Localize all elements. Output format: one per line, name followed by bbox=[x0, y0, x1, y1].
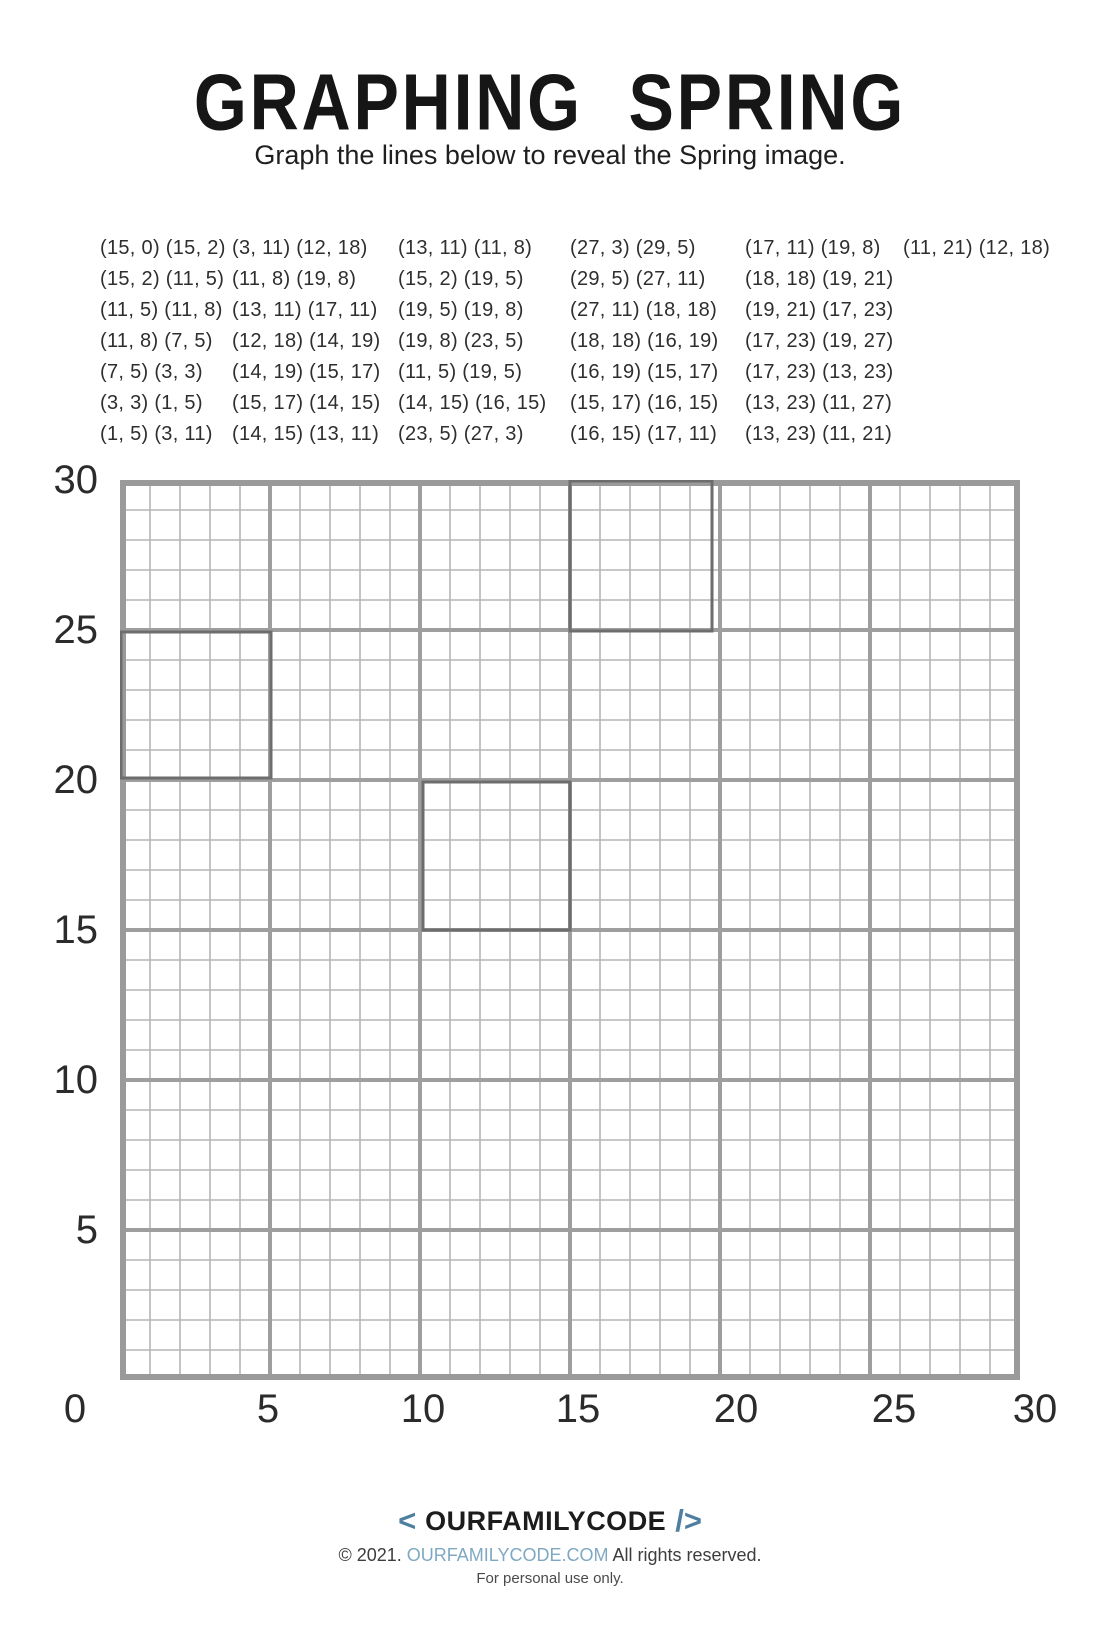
ourfamilycode-link[interactable]: OURFAMILYCODE.COM bbox=[406, 1545, 609, 1565]
coordinate-pair: (13, 11) (17, 11) bbox=[232, 299, 378, 321]
coordinate-column bbox=[398, 233, 547, 450]
coordinate-pair: (15, 2) (11, 5) bbox=[100, 268, 225, 290]
coordinate-pair: (13, 11) (11, 8) bbox=[398, 237, 533, 259]
coordinate-pair: (12, 18) (14, 19) bbox=[232, 330, 381, 352]
y-axis-label: 20 bbox=[53, 758, 98, 802]
coordinate-pair: (27, 11) (18, 18) bbox=[570, 299, 718, 321]
page-title: GRAPHING SPRING bbox=[193, 57, 907, 147]
coordinate-pair: (11, 21) (12, 18) bbox=[903, 237, 1051, 259]
coordinate-pair: (19, 8) (23, 5) bbox=[398, 330, 524, 352]
coordinate-pair: (11, 5) (11, 8) bbox=[100, 299, 223, 321]
x-axis-label: 10 bbox=[400, 1387, 446, 1431]
coordinate-pair: (16, 19) (15, 17) bbox=[570, 361, 719, 383]
coordinate-pair: (3, 11) (12, 18) bbox=[232, 237, 368, 259]
coordinate-pair: (29, 5) (27, 11) bbox=[570, 268, 706, 290]
x-axis-label: 5 bbox=[256, 1387, 280, 1431]
coordinate-pair: (3, 3) (1, 5) bbox=[100, 392, 203, 414]
coordinate-pair: (13, 23) (11, 21) bbox=[745, 423, 893, 445]
coordinate-column bbox=[745, 233, 894, 450]
coordinate-pair: (15, 17) (16, 15) bbox=[570, 392, 719, 414]
coordinate-pair: (14, 19) (15, 17) bbox=[232, 361, 381, 383]
coordinate-pair: (14, 15) (13, 11) bbox=[232, 423, 380, 445]
coordinate-pair: (17, 11) (19, 8) bbox=[745, 237, 881, 259]
page-footer bbox=[0, 1502, 1100, 1587]
logo-slash-angle-icon: /> bbox=[675, 1503, 702, 1538]
coordinate-pair: (19, 21) (17, 23) bbox=[745, 299, 894, 321]
copyright-year: © 2021. bbox=[338, 1545, 402, 1565]
coordinate-pair: (27, 3) (29, 5) bbox=[570, 237, 696, 259]
coordinate-pair: (23, 5) (27, 3) bbox=[398, 423, 524, 445]
y-axis-label: 10 bbox=[53, 1058, 98, 1102]
personal-use-note: For personal use only. bbox=[476, 1570, 624, 1587]
x-axis-label: 20 bbox=[713, 1387, 759, 1431]
coordinate-pair: (19, 5) (19, 8) bbox=[398, 299, 524, 321]
coordinate-pair: (15, 17) (14, 15) bbox=[232, 392, 381, 414]
x-axis-label: 30 bbox=[1012, 1387, 1058, 1431]
y-axis-label: 30 bbox=[53, 458, 98, 502]
coordinate-column bbox=[903, 233, 1050, 264]
logo-wordmark: OURFAMILYCODE bbox=[425, 1505, 667, 1536]
x-axis-label: 15 bbox=[555, 1387, 601, 1431]
y-axis-label: 25 bbox=[53, 608, 98, 652]
coordinate-column bbox=[232, 233, 381, 450]
logo-left-angle-icon: < bbox=[398, 1503, 417, 1538]
coordinate-pair: (14, 15) (16, 15) bbox=[398, 392, 547, 414]
coordinate-column bbox=[570, 233, 719, 450]
ourfamilycode-logo bbox=[0, 1502, 1100, 1540]
coordinate-pair: (11, 8) (7, 5) bbox=[100, 330, 213, 352]
y-axis-label: 15 bbox=[53, 908, 98, 952]
coordinate-pair: (16, 15) (17, 11) bbox=[570, 423, 718, 445]
coordinate-pair: (11, 5) (19, 5) bbox=[398, 361, 523, 383]
coordinate-grid bbox=[120, 480, 1020, 1380]
coordinate-pair: (17, 23) (13, 23) bbox=[745, 361, 894, 383]
coordinate-pair: (13, 23) (11, 27) bbox=[745, 392, 893, 414]
coordinate-pair: (11, 8) (19, 8) bbox=[232, 268, 357, 290]
coordinate-pair-list bbox=[0, 233, 1100, 448]
x-axis-label: 0 bbox=[63, 1387, 87, 1431]
coordinate-pair: (1, 5) (3, 11) bbox=[100, 423, 213, 445]
coordinate-pair: (18, 18) (19, 21) bbox=[745, 268, 894, 290]
rights-reserved-text: All rights reserved. bbox=[612, 1545, 762, 1565]
coordinate-column bbox=[100, 233, 226, 450]
coordinate-pair: (18, 18) (16, 19) bbox=[570, 330, 719, 352]
coordinate-pair: (17, 23) (19, 27) bbox=[745, 330, 894, 352]
y-axis-label: 5 bbox=[75, 1208, 98, 1252]
page-subtitle: Graph the lines below to reveal the Spring image. bbox=[254, 140, 846, 170]
coordinate-pair: (15, 2) (19, 5) bbox=[398, 268, 524, 290]
coordinate-pair: (7, 5) (3, 3) bbox=[100, 361, 203, 383]
coordinate-pair: (15, 0) (15, 2) bbox=[100, 237, 226, 259]
copyright-line bbox=[0, 1545, 1100, 1566]
x-axis-label: 25 bbox=[871, 1387, 917, 1431]
